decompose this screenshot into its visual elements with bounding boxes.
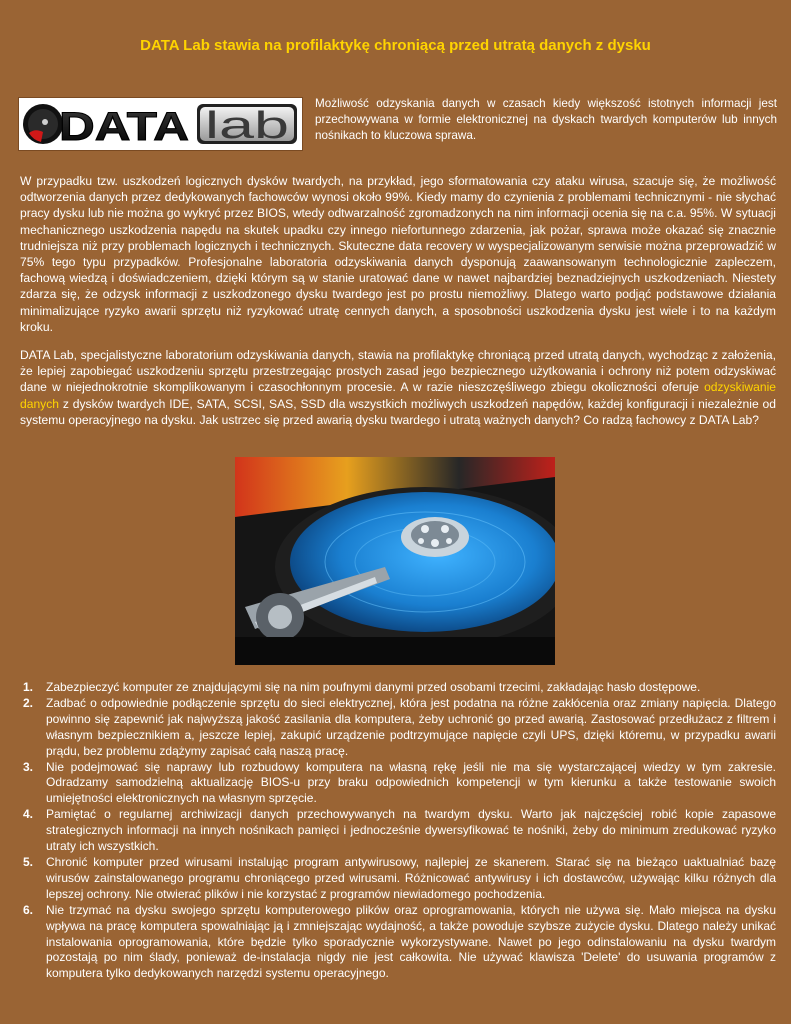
list-item-number: 3. [23,759,34,774]
page-title: DATA Lab stawia na profilaktykę chroniącą przed utratą danych z dysku [140,37,651,54]
list-item-number: 1. [23,680,34,694]
list-item-text: Zabezpieczyć komputer ze znajdującymi się na nim poufnymi danymi przed osobami trzecimi, zakładając hasło dostępowe. [46,680,701,694]
list-item [20,680,776,696]
list-item [20,903,776,983]
list-item-text: Zadbać o odpowiednie podłączenie sprzętu do sieci elektrycznej, która jest podatna na różne zakłócenia oraz zmiany napięcia. Dlatego powinno się zapewnić jak najwyższą jakość zasilania dla komputera, żeby uchronić go przed awarią. Zastosować przedłużacz z filtrem i własnym bezpiecznikiem a, jeszcze lepiej, zakupić urządzenie podtrzymujące napięcie czyli UPS, dzięki któremu, w przypadku awarii prądu, bez problemu zdążymy zapisać całą naszą pracę. [46,695,776,758]
list-item-text: Nie podejmować się naprawy lub rozbudowy komputera na własną rękę jeśli nie ma się wystarczającej wiedzy w tym zakresie. Odradzamy samodzielną aktualizację BIOS-u przy braku odpowiednich kompetencji w tym kierunku a także testowanie swoich umiejętności elektronicznych na własnym sprzęcie. [46,759,776,806]
paragraph-datalab-text-end: z dysków twardych IDE, SATA, SCSI, SAS, SSD dla wszystkich możliwych uszkodzeń napędów, każdej konfiguracji i niezależnie od systemu operacyjnego na dysku. Jak ustrzec się przed awarią dysku twardego i utratą ważnych danych? Co radzą fachowcy z DATA Lab? [20,396,776,427]
intro-text: Możliwość odzyskania danych w czasach kiedy większość istotnych informacji jest przechowywana w formie elektronicznej na dyskach twardych komputerów lub innych nośnikach to kluczowa sprawa. [315,97,777,142]
paragraph-recovery-rates: W przypadku tzw. uszkodzeń logicznych dysków twardych, na przykład, jego sformatowania czy ataku wirusa, szacuje się, że możliwość odtworzenia danych przez dedykowanych fachowców wynosi około 99%. Kiedy mamy do czynienia z problemami technicznymi - nie słychać pracy dysku lub nie można go wykryć przez BIOS, wtedy odtwarzalność zgromadzonych na nim informacji ocenia się na c.a. 95%. W sytuacji mechanicznego uszkodzenia napędu na skutek upadku czy innego niefortunnego zdarzenia, jak pożar, sprawa może okazać się znacznie trudniejsza niż przy problemach logicznych i technicznych. Skuteczne data recovery w wyspecjalizowanym serwisie można przeprowadzić w 75% tego typu przypadków. Profesjonalne laboratoria odzyskiwania danych dysponują zaawansowanym technologicznie zapleczem, fachową wiedzą i doświadczeniem, dzięki którym są w stanie uratować dane w nawet najbardziej beznadziejnych uszkodzeniach. Niestety zdarza się, że odzysk informacji z uszkodzonego dysku twardego jest po prostu niemożliwy. Dlatego warto podjąć podstawowe działania minimalizujące ryzyko awarii sprzętu niż ryzykować utratę cennych danych, a sposobności uszkodzenia dysku jest wiele i to na każdym kroku. [20,174,776,334]
hard-disk-illustration [235,457,555,665]
list-item-number: 2. [23,695,34,710]
svg-text:lab: lab [205,105,289,147]
tips-list [20,680,776,982]
list-item-number: 5. [23,854,34,869]
list-item-number: 6. [23,902,34,917]
list-item [20,807,776,855]
list-item-text: Chronić komputer przed wirusami instalując program antywirusowy, najlepiej ze skanerem. Starać się na bieżąco uaktualniać bazę wirusów zainstalowanego programu chroniącego przed wirusami. Różnicować antywirusy i ich dostawców, używając kilku różnych dla lepszej ochrony. Nie otwierać plików i nie korzystać z programów niewiadomego pochodzenia. [46,854,776,901]
svg-text:DATA: DATA [59,105,189,149]
list-item [20,855,776,903]
hard-disk-photo [235,457,555,665]
list-item-text: Pamiętać o regularnej archiwizacji danych przechowywanych na twardym dysku. Warto jak najczęściej robić kopie zapasowe strategicznych informacji na innych nośnikach pamięci i jednocześnie dywersyfikować te nośniki, żeby do minimum zredukować ryzyko utraty ich wszystkich. [46,807,776,854]
paragraph-datalab [20,347,776,428]
paragraph-datalab-text: DATA Lab, specjalistyczne laboratorium odzyskiwania danych, stawia na profilaktykę chroniącą przed utratą danych, wychodząc z założenia, że lepiej zapobiegać uszkodzeniu sprzętu przestrzegając prostych zasad jego bezpiecznego użytkowania i ochrony niż potem odzyskiwać dane w niejednokrotnie skomplikowanym i czasochłonnym procesie. A w razie nieszczęśliwego zbiegu okoliczności oferuje [20,348,776,395]
list-item [20,760,776,808]
list-item-number: 4. [23,807,34,822]
datalab-logo-graphic [19,98,302,150]
list-item [20,696,776,760]
datalab-logo [18,97,303,151]
data-recovery-link[interactable]: odzyskiwanie danych [20,380,776,411]
list-item-text: Nie trzymać na dysku swojego sprzętu komputerowego plików oraz oprogramowania, których nie używa się. Mało miejsca na dysku wpływa na pracę komputera spowalniając ją i zmniejszając wydajność, a także powoduje szybsze zużycie dysku. Dlatego należy unikać instalowania oprogramowania, które będzie tylko sporadycznie wykorzystywane. Nawet po jego odinstalowaniu na dysku twardym pozostają po nim ślady, ponieważ de-instalacja nigdy nie jest całkowita. Nie używać klawisza 'Delete' do usuwania programów z komputera tylko dedykowanych narzędzi systemu operacyjnego. [46,902,776,981]
